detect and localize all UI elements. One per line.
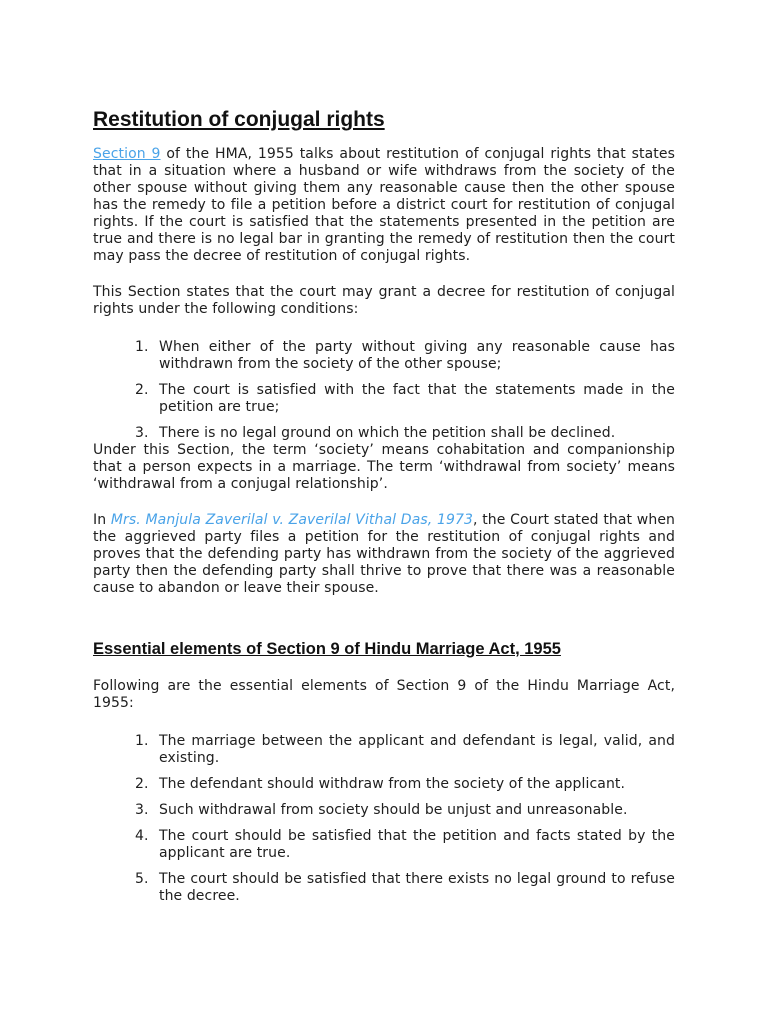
conditions-list [93,339,675,442]
article-body [93,106,675,914]
list-item-text: The marriage between the applicant and defendant is legal, valid, and existing. [159,733,675,766]
list-number: 2. [135,776,149,792]
case-prefix: In [93,512,111,528]
list-number: 3. [135,425,149,441]
list-number: 5. [135,871,149,887]
list-item-text: When either of the party without giving any reasonable cause has withdrawn from the society of the other spouse; [159,339,675,372]
list-item [135,733,675,767]
paragraph-intro [93,146,675,265]
list-item-text: Such withdrawal from society should be unjust and unreasonable. [159,802,628,818]
paragraph-case-law [93,512,675,597]
section-9-link[interactable]: Section 9 [93,146,161,162]
paragraph-conditions-intro: This Section states that the court may grant a decree for restitution of conjugal rights under the following conditions: [93,284,675,317]
list-item-text: There is no legal ground on which the petition shall be declined. [159,425,616,441]
case-text: , the Court stated that when the aggrieved party files a petition for the restitution of conjugal rights and proves that the defending party has withdrawn from the society of the aggrieved party then the defending party shall thrive to prove that there was a reasonable cause to abandon or leave their spouse. [93,512,676,596]
list-number: 3. [135,802,149,818]
list-number: 4. [135,828,149,844]
list-item [135,828,675,862]
list-item [135,339,675,373]
heading-essential-elements: Essential elements of Section 9 of Hindu Marriage Act, 1955 [93,640,561,658]
paragraph-intro-text: of the HMA, 1955 talks about restitution of conjugal rights that states that in a situation where a husband or wife withdraws from the society of the other spouse without giving them any reasonable cause then the other spouse has the remedy to file a petition before a district court for restitution of conjugal rights. If the court is satisfied that the statements presented in the petition are true and there is no legal bar in granting the remedy of restitution then the court may pass the decree of restitution of conjugal rights. [93,146,675,264]
list-item [135,425,675,442]
list-item-text: The court should be satisfied that the petition and facts stated by the applicant are true. [159,828,675,861]
heading-restitution: Restitution of conjugal rights [93,108,385,131]
list-item-text: The court is satisfied with the fact that the statements made in the petition are true; [159,382,675,415]
list-item-text: The court should be satisfied that there exists no legal ground to refuse the decree. [159,871,675,904]
list-number: 1. [135,339,149,355]
list-item [135,382,675,416]
list-number: 2. [135,382,149,398]
list-item [135,776,675,793]
case-citation-link[interactable]: Mrs. Manjula Zaverilal v. Zaverilal Vithal Das, 1973 [110,512,473,528]
list-item-text: The defendant should withdraw from the society of the applicant. [159,776,626,792]
list-item [135,871,675,905]
paragraph-elements-intro: Following are the essential elements of Section 9 of the Hindu Marriage Act, 1955: [93,678,675,711]
elements-list [93,733,675,905]
paragraph-society-definition: Under this Section, the term ‘society’ means cohabitation and companionship that a person expects in a marriage. The term ‘withdrawal from society’ means ‘withdrawal from a conjugal relationship’. [93,442,675,492]
list-item [135,802,675,819]
list-number: 1. [135,733,149,749]
